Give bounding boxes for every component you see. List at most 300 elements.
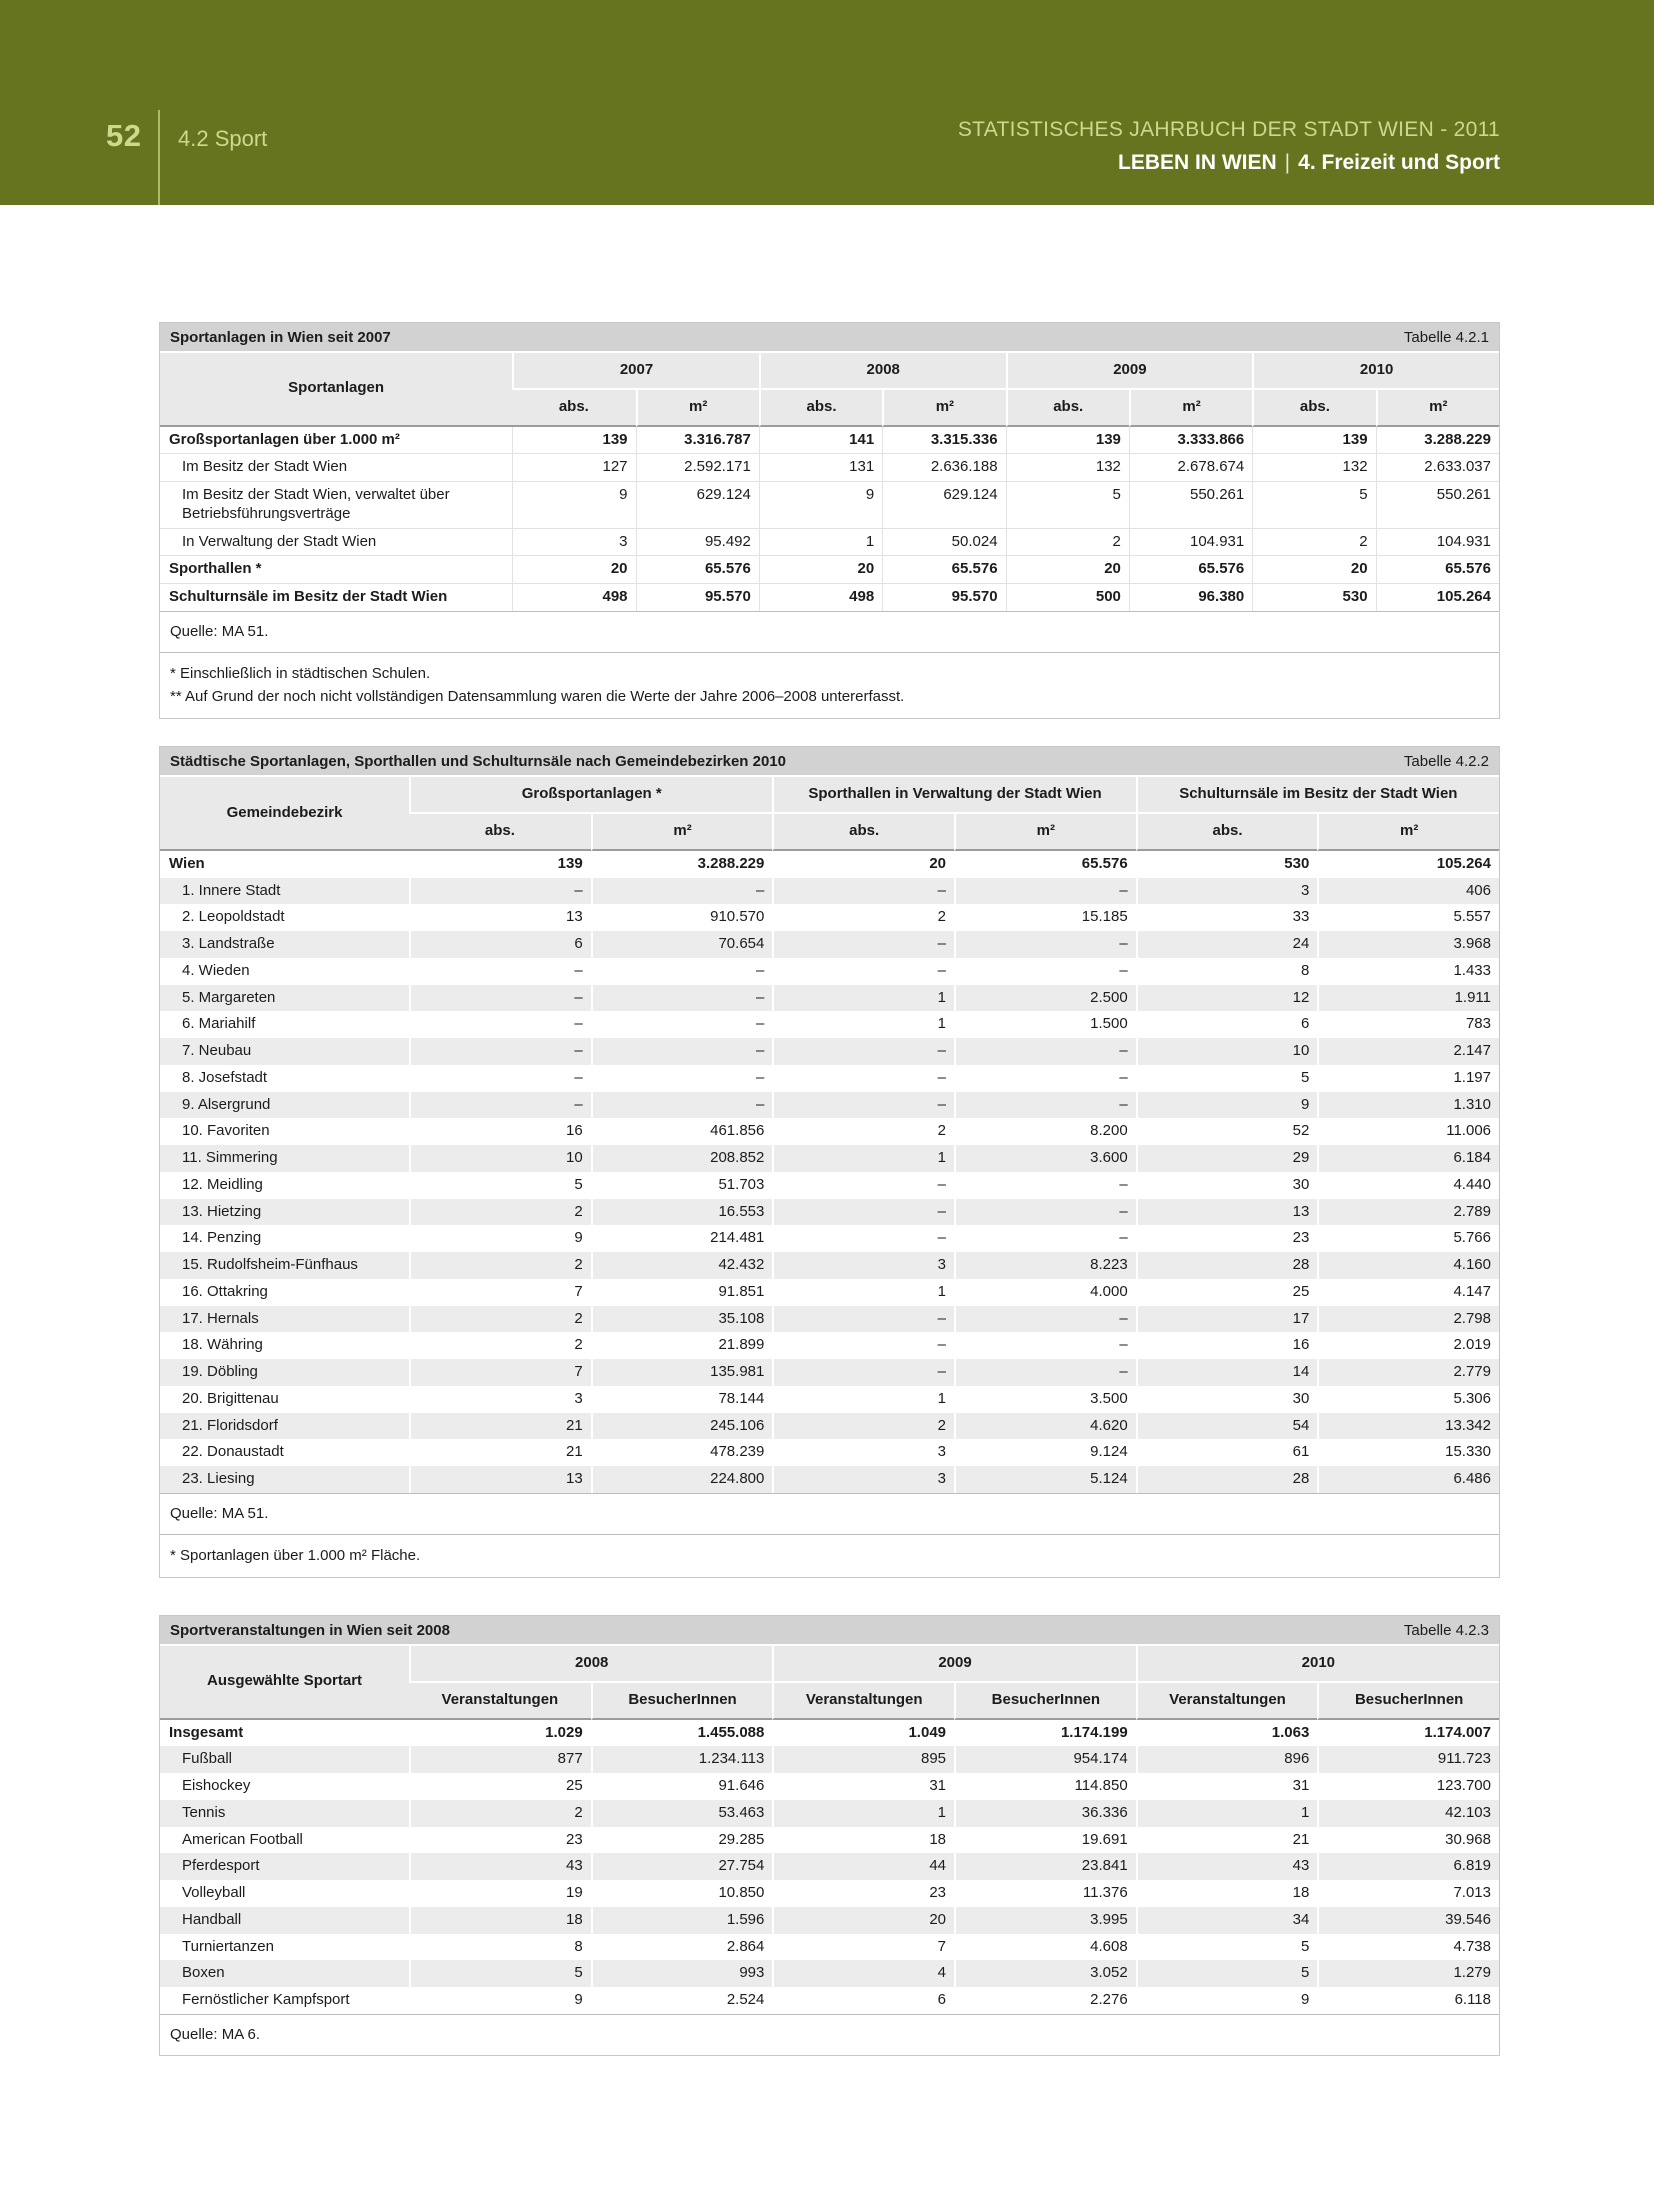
- table-row: [160, 1199, 1499, 1226]
- row-label: Boxen: [160, 1960, 409, 1987]
- value-cell: 2: [772, 1413, 954, 1440]
- value-cell: –: [954, 1225, 1136, 1252]
- table-row: [160, 1466, 1499, 1493]
- value-cell: 6: [1136, 1011, 1318, 1038]
- value-cell: 4.160: [1317, 1252, 1499, 1279]
- table-number: Tabelle 4.2.2: [1403, 753, 1489, 771]
- value-cell: 5.557: [1317, 904, 1499, 931]
- row-label: 11. Simmering: [160, 1145, 409, 1172]
- value-cell: 1: [772, 1800, 954, 1827]
- value-cell: 461.856: [591, 1118, 773, 1145]
- value-cell: 5: [409, 1172, 591, 1199]
- value-cell: 5: [1252, 482, 1375, 529]
- value-cell: 8.200: [954, 1118, 1136, 1145]
- column-group-header: Schulturnsäle im Besitz der Stadt Wien: [1136, 777, 1499, 814]
- value-cell: 114.850: [954, 1773, 1136, 1800]
- column-group-header: Sporthallen in Verwaltung der Stadt Wien: [772, 777, 1135, 814]
- table-row: [160, 878, 1499, 905]
- value-cell: 1.197: [1317, 1065, 1499, 1092]
- row-label: Insgesamt: [160, 1720, 409, 1747]
- page-header-band: [0, 0, 1654, 205]
- value-cell: 4.000: [954, 1279, 1136, 1306]
- table-row: [160, 1332, 1499, 1359]
- value-cell: 3.333.866: [1129, 427, 1252, 455]
- table-row: [160, 1960, 1499, 1987]
- column-sub-header: m²: [636, 390, 759, 427]
- table-row: [160, 1118, 1499, 1145]
- value-cell: 70.654: [591, 931, 773, 958]
- row-label: 10. Favoriten: [160, 1118, 409, 1145]
- value-cell: 1.433: [1317, 958, 1499, 985]
- value-cell: 6: [409, 931, 591, 958]
- value-cell: 1.911: [1317, 985, 1499, 1012]
- row-label: Volleyball: [160, 1880, 409, 1907]
- value-cell: 1.063: [1136, 1720, 1318, 1747]
- row-label: Eishockey: [160, 1773, 409, 1800]
- value-cell: 27.754: [591, 1853, 773, 1880]
- table-number: Tabelle 4.2.1: [1403, 329, 1489, 346]
- chapter-left: LEBEN IN WIEN: [1118, 151, 1277, 174]
- value-cell: 127: [512, 454, 635, 482]
- value-cell: 50.024: [882, 529, 1005, 557]
- column-sub-header: abs.: [772, 814, 954, 851]
- value-cell: 23.841: [954, 1853, 1136, 1880]
- value-cell: 3.052: [954, 1960, 1136, 1987]
- table-row: [160, 1038, 1499, 1065]
- column-sub-header: abs.: [759, 390, 882, 427]
- column-sub-header: abs.: [1136, 814, 1318, 851]
- value-cell: 35.108: [591, 1306, 773, 1333]
- value-cell: 1: [772, 1386, 954, 1413]
- value-cell: 42.103: [1317, 1800, 1499, 1827]
- value-cell: –: [954, 931, 1136, 958]
- row-label: Fernöstlicher Kampfsport: [160, 1987, 409, 2014]
- value-cell: 6.118: [1317, 1987, 1499, 2014]
- value-cell: –: [409, 1038, 591, 1065]
- value-cell: 1.279: [1317, 1960, 1499, 1987]
- value-cell: –: [772, 1065, 954, 1092]
- value-cell: 1: [772, 1145, 954, 1172]
- value-cell: 1.174.199: [954, 1720, 1136, 1747]
- column-sub-header: m²: [591, 814, 773, 851]
- value-cell: 34: [1136, 1907, 1318, 1934]
- table-row: [160, 1880, 1499, 1907]
- value-cell: 500: [1006, 584, 1129, 611]
- table-row: [160, 1359, 1499, 1386]
- value-cell: 13: [409, 1466, 591, 1493]
- table-row: [160, 1827, 1499, 1854]
- column-sub-header: Veranstaltungen: [772, 1683, 954, 1720]
- value-cell: 1: [759, 529, 882, 557]
- table-row: [160, 851, 1499, 878]
- value-cell: 13: [409, 904, 591, 931]
- value-cell: 43: [1136, 1853, 1318, 1880]
- table-row: [160, 1907, 1499, 1934]
- table-row: [160, 1386, 1499, 1413]
- value-cell: 629.124: [636, 482, 759, 529]
- value-cell: 51.703: [591, 1172, 773, 1199]
- value-cell: 65.576: [954, 851, 1136, 878]
- value-cell: 104.931: [1376, 529, 1499, 557]
- value-cell: 36.336: [954, 1800, 1136, 1827]
- value-cell: –: [954, 1092, 1136, 1119]
- value-cell: 8: [409, 1934, 591, 1961]
- value-cell: 6.819: [1317, 1853, 1499, 1880]
- value-cell: 2.636.188: [882, 454, 1005, 482]
- row-label: 15. Rudolfsheim-Fünfhaus: [160, 1252, 409, 1279]
- value-cell: 1: [772, 985, 954, 1012]
- value-cell: 20: [1252, 556, 1375, 584]
- value-cell: 30: [1136, 1172, 1318, 1199]
- value-cell: 29.285: [591, 1827, 773, 1854]
- value-cell: 2: [409, 1306, 591, 1333]
- value-cell: 406: [1317, 878, 1499, 905]
- value-cell: 1.500: [954, 1011, 1136, 1038]
- value-cell: 95.570: [882, 584, 1005, 611]
- row-label: 20. Brigittenau: [160, 1386, 409, 1413]
- column-group-header: Großsportanlagen *: [409, 777, 772, 814]
- value-cell: 1: [1136, 1800, 1318, 1827]
- value-cell: 104.931: [1129, 529, 1252, 557]
- value-cell: 21: [409, 1413, 591, 1440]
- value-cell: –: [954, 1359, 1136, 1386]
- table-row: [160, 482, 1499, 529]
- row-label: 9. Alsergrund: [160, 1092, 409, 1119]
- value-cell: 131: [759, 454, 882, 482]
- value-cell: 2.592.171: [636, 454, 759, 482]
- row-label: Sporthallen *: [160, 556, 512, 584]
- value-cell: 31: [772, 1773, 954, 1800]
- value-cell: 3: [772, 1439, 954, 1466]
- sportveranstaltungen-table: [160, 1646, 1499, 2014]
- column-sub-header: abs.: [1006, 390, 1129, 427]
- value-cell: –: [591, 1038, 773, 1065]
- value-cell: 3: [512, 529, 635, 557]
- value-cell: 15.185: [954, 904, 1136, 931]
- row-label: 17. Hernals: [160, 1306, 409, 1333]
- value-cell: 105.264: [1317, 851, 1499, 878]
- column-sub-header: Veranstaltungen: [409, 1683, 591, 1720]
- value-cell: 245.106: [591, 1413, 773, 1440]
- row-label: 1. Innere Stadt: [160, 878, 409, 905]
- value-cell: 16: [409, 1118, 591, 1145]
- value-cell: 2.524: [591, 1987, 773, 2014]
- value-cell: 3.968: [1317, 931, 1499, 958]
- table-row: [160, 1011, 1499, 1038]
- value-cell: 10: [409, 1145, 591, 1172]
- table-title-bar: [160, 747, 1499, 777]
- value-cell: 20: [772, 1907, 954, 1934]
- value-cell: 65.576: [882, 556, 1005, 584]
- row-label: 21. Floridsdorf: [160, 1413, 409, 1440]
- value-cell: 5: [1006, 482, 1129, 529]
- value-cell: –: [772, 878, 954, 905]
- column-sub-header: abs.: [512, 390, 635, 427]
- value-cell: 17: [1136, 1306, 1318, 1333]
- value-cell: 4.608: [954, 1934, 1136, 1961]
- value-cell: 2: [409, 1252, 591, 1279]
- value-cell: 2.147: [1317, 1038, 1499, 1065]
- value-cell: –: [954, 958, 1136, 985]
- column-sub-header: m²: [882, 390, 1005, 427]
- yearbook-title: STATISTISCHES JAHRBUCH DER STADT WIEN - 2011: [957, 118, 1500, 141]
- value-cell: 1.049: [772, 1720, 954, 1747]
- value-cell: 7.013: [1317, 1880, 1499, 1907]
- value-cell: 2.633.037: [1376, 454, 1499, 482]
- value-cell: 2: [409, 1332, 591, 1359]
- value-cell: 10.850: [591, 1880, 773, 1907]
- table-number: Tabelle 4.2.3: [1403, 1622, 1489, 1639]
- row-label: Großsportanlagen über 1.000 m²: [160, 427, 512, 455]
- value-cell: 530: [1252, 584, 1375, 611]
- table-row: [160, 1306, 1499, 1333]
- value-cell: 20: [1006, 556, 1129, 584]
- value-cell: 11.376: [954, 1880, 1136, 1907]
- value-cell: 135.981: [591, 1359, 773, 1386]
- value-cell: 5: [1136, 1934, 1318, 1961]
- value-cell: 8: [1136, 958, 1318, 985]
- value-cell: 5: [409, 1960, 591, 1987]
- value-cell: 132: [1252, 454, 1375, 482]
- value-cell: 1.029: [409, 1720, 591, 1747]
- page-number: 52: [106, 118, 142, 153]
- value-cell: 139: [409, 851, 591, 878]
- value-cell: 530: [1136, 851, 1318, 878]
- value-cell: 2.789: [1317, 1199, 1499, 1226]
- value-cell: 5.766: [1317, 1225, 1499, 1252]
- value-cell: 5.306: [1317, 1386, 1499, 1413]
- value-cell: –: [772, 1332, 954, 1359]
- value-cell: 1.174.007: [1317, 1720, 1499, 1747]
- value-cell: 2.019: [1317, 1332, 1499, 1359]
- value-cell: 6.184: [1317, 1145, 1499, 1172]
- column-group-header: 2007: [512, 353, 759, 390]
- value-cell: 20: [772, 851, 954, 878]
- value-cell: –: [954, 1038, 1136, 1065]
- table-title-bar: [160, 1616, 1499, 1646]
- row-label: Pferdesport: [160, 1853, 409, 1880]
- value-cell: 44: [772, 1853, 954, 1880]
- column-group-header: 2008: [409, 1646, 772, 1683]
- value-cell: 2.798: [1317, 1306, 1499, 1333]
- row-label: 13. Hietzing: [160, 1199, 409, 1226]
- value-cell: 16.553: [591, 1199, 773, 1226]
- table-row: [160, 1746, 1499, 1773]
- value-cell: 498: [512, 584, 635, 611]
- value-cell: –: [954, 1172, 1136, 1199]
- value-cell: 3.288.229: [591, 851, 773, 878]
- value-cell: 18: [1136, 1880, 1318, 1907]
- chapter-right: 4. Freizeit und Sport: [1298, 151, 1500, 174]
- row-label: Im Besitz der Stadt Wien: [160, 454, 512, 482]
- table-block-sportanlagen: [159, 322, 1500, 719]
- value-cell: 29: [1136, 1145, 1318, 1172]
- value-cell: 993: [591, 1960, 773, 1987]
- column-sub-header: BesucherInnen: [954, 1683, 1136, 1720]
- row-label: 16. Ottakring: [160, 1279, 409, 1306]
- row-label: 23. Liesing: [160, 1466, 409, 1493]
- table-row: [160, 931, 1499, 958]
- source-note: Quelle: MA 6.: [160, 2014, 1499, 2055]
- column-group-header: 2009: [1006, 353, 1253, 390]
- table-row: [160, 1773, 1499, 1800]
- value-cell: –: [409, 985, 591, 1012]
- row-label: 8. Josefstadt: [160, 1065, 409, 1092]
- value-cell: 2: [772, 904, 954, 931]
- row-label-column-header: Gemeindebezirk: [160, 777, 409, 851]
- source-note: Quelle: MA 51.: [160, 611, 1499, 652]
- column-group-header: 2010: [1136, 1646, 1499, 1683]
- column-sub-header: m²: [1129, 390, 1252, 427]
- value-cell: 30.968: [1317, 1827, 1499, 1854]
- value-cell: 95.492: [636, 529, 759, 557]
- table-title-bar: [160, 323, 1499, 353]
- value-cell: 11.006: [1317, 1118, 1499, 1145]
- value-cell: 20: [759, 556, 882, 584]
- row-label-column-header: Ausgewählte Sportart: [160, 1646, 409, 1720]
- column-group-header: 2010: [1252, 353, 1499, 390]
- value-cell: 498: [759, 584, 882, 611]
- column-sub-header: Veranstaltungen: [1136, 1683, 1318, 1720]
- row-label: Wien: [160, 851, 409, 878]
- row-label: Handball: [160, 1907, 409, 1934]
- column-sub-header: m²: [1376, 390, 1499, 427]
- value-cell: 21: [409, 1439, 591, 1466]
- row-label: 18. Währing: [160, 1332, 409, 1359]
- value-cell: –: [409, 1011, 591, 1038]
- value-cell: 3.288.229: [1376, 427, 1499, 455]
- column-group-header: 2008: [759, 353, 1006, 390]
- value-cell: 61: [1136, 1439, 1318, 1466]
- row-label: 22. Donaustadt: [160, 1439, 409, 1466]
- value-cell: 783: [1317, 1011, 1499, 1038]
- value-cell: 2: [772, 1118, 954, 1145]
- value-cell: 33: [1136, 904, 1318, 931]
- value-cell: 9: [512, 482, 635, 529]
- value-cell: 7: [409, 1359, 591, 1386]
- value-cell: 2: [1006, 529, 1129, 557]
- value-cell: 911.723: [1317, 1746, 1499, 1773]
- footnote: ** Auf Grund der noch nicht vollständigen Datensammlung waren die Werte der Jahre 2006–2008 untererfasst.: [170, 688, 905, 705]
- value-cell: 3.315.336: [882, 427, 1005, 455]
- value-cell: 7: [409, 1279, 591, 1306]
- value-cell: 15.330: [1317, 1439, 1499, 1466]
- table-row: [160, 1720, 1499, 1747]
- column-sub-header: m²: [954, 814, 1136, 851]
- value-cell: 550.261: [1376, 482, 1499, 529]
- value-cell: –: [772, 1038, 954, 1065]
- value-cell: 52: [1136, 1118, 1318, 1145]
- value-cell: 1: [772, 1011, 954, 1038]
- value-cell: 18: [409, 1907, 591, 1934]
- table-row: [160, 958, 1499, 985]
- value-cell: 13: [1136, 1199, 1318, 1226]
- value-cell: –: [772, 931, 954, 958]
- value-cell: –: [772, 1306, 954, 1333]
- value-cell: 10: [1136, 1038, 1318, 1065]
- column-group-header: 2009: [772, 1646, 1135, 1683]
- value-cell: 2: [409, 1800, 591, 1827]
- value-cell: 30: [1136, 1386, 1318, 1413]
- value-cell: –: [772, 1172, 954, 1199]
- value-cell: 28: [1136, 1252, 1318, 1279]
- row-label: 6. Mariahilf: [160, 1011, 409, 1038]
- value-cell: 91.646: [591, 1773, 773, 1800]
- value-cell: 2.678.674: [1129, 454, 1252, 482]
- value-cell: 54: [1136, 1413, 1318, 1440]
- value-cell: 8.223: [954, 1252, 1136, 1279]
- value-cell: 139: [512, 427, 635, 455]
- value-cell: 478.239: [591, 1439, 773, 1466]
- table-row: [160, 584, 1499, 611]
- value-cell: 9: [1136, 1987, 1318, 2014]
- value-cell: 23: [772, 1880, 954, 1907]
- value-cell: 1.234.113: [591, 1746, 773, 1773]
- table-row: [160, 529, 1499, 557]
- value-cell: –: [772, 1199, 954, 1226]
- value-cell: –: [772, 958, 954, 985]
- value-cell: 224.800: [591, 1466, 773, 1493]
- value-cell: 23: [409, 1827, 591, 1854]
- value-cell: 96.380: [1129, 584, 1252, 611]
- footnote: * Einschließlich in städtischen Schulen.: [170, 664, 431, 682]
- value-cell: 2: [409, 1199, 591, 1226]
- value-cell: 19: [409, 1880, 591, 1907]
- value-cell: 25: [1136, 1279, 1318, 1306]
- value-cell: 1.596: [591, 1907, 773, 1934]
- value-cell: 5: [1136, 1065, 1318, 1092]
- value-cell: 65.576: [636, 556, 759, 584]
- value-cell: 21.899: [591, 1332, 773, 1359]
- value-cell: 91.851: [591, 1279, 773, 1306]
- row-label-column-header: Sportanlagen: [160, 353, 512, 427]
- value-cell: 3.316.787: [636, 427, 759, 455]
- row-label: Schulturnsäle im Besitz der Stadt Wien: [160, 584, 512, 611]
- value-cell: –: [954, 878, 1136, 905]
- value-cell: 39.546: [1317, 1907, 1499, 1934]
- value-cell: 14: [1136, 1359, 1318, 1386]
- value-cell: 2.276: [954, 1987, 1136, 2014]
- table-row: [160, 1172, 1499, 1199]
- value-cell: 123.700: [1317, 1773, 1499, 1800]
- value-cell: –: [591, 1092, 773, 1119]
- table-row: [160, 1252, 1499, 1279]
- table-title: Sportveranstaltungen in Wien seit 2008: [170, 1622, 450, 1639]
- value-cell: 5: [1136, 1960, 1318, 1987]
- value-cell: 21: [1136, 1827, 1318, 1854]
- table-row: [160, 1853, 1499, 1880]
- value-cell: 139: [1006, 427, 1129, 455]
- value-cell: –: [591, 1011, 773, 1038]
- value-cell: 7: [772, 1934, 954, 1961]
- table-row: [160, 556, 1499, 584]
- value-cell: 141: [759, 427, 882, 455]
- value-cell: 53.463: [591, 1800, 773, 1827]
- value-cell: 5.124: [954, 1466, 1136, 1493]
- row-label: 3. Landstraße: [160, 931, 409, 958]
- value-cell: 105.264: [1376, 584, 1499, 611]
- value-cell: 1: [772, 1279, 954, 1306]
- chapter-line: [958, 151, 1500, 175]
- column-sub-header: BesucherInnen: [1317, 1683, 1499, 1720]
- value-cell: 65.576: [1376, 556, 1499, 584]
- row-label: 19. Döbling: [160, 1359, 409, 1386]
- value-cell: –: [409, 1065, 591, 1092]
- value-cell: 24: [1136, 931, 1318, 958]
- value-cell: –: [772, 1359, 954, 1386]
- table-row: [160, 1145, 1499, 1172]
- value-cell: 1.310: [1317, 1092, 1499, 1119]
